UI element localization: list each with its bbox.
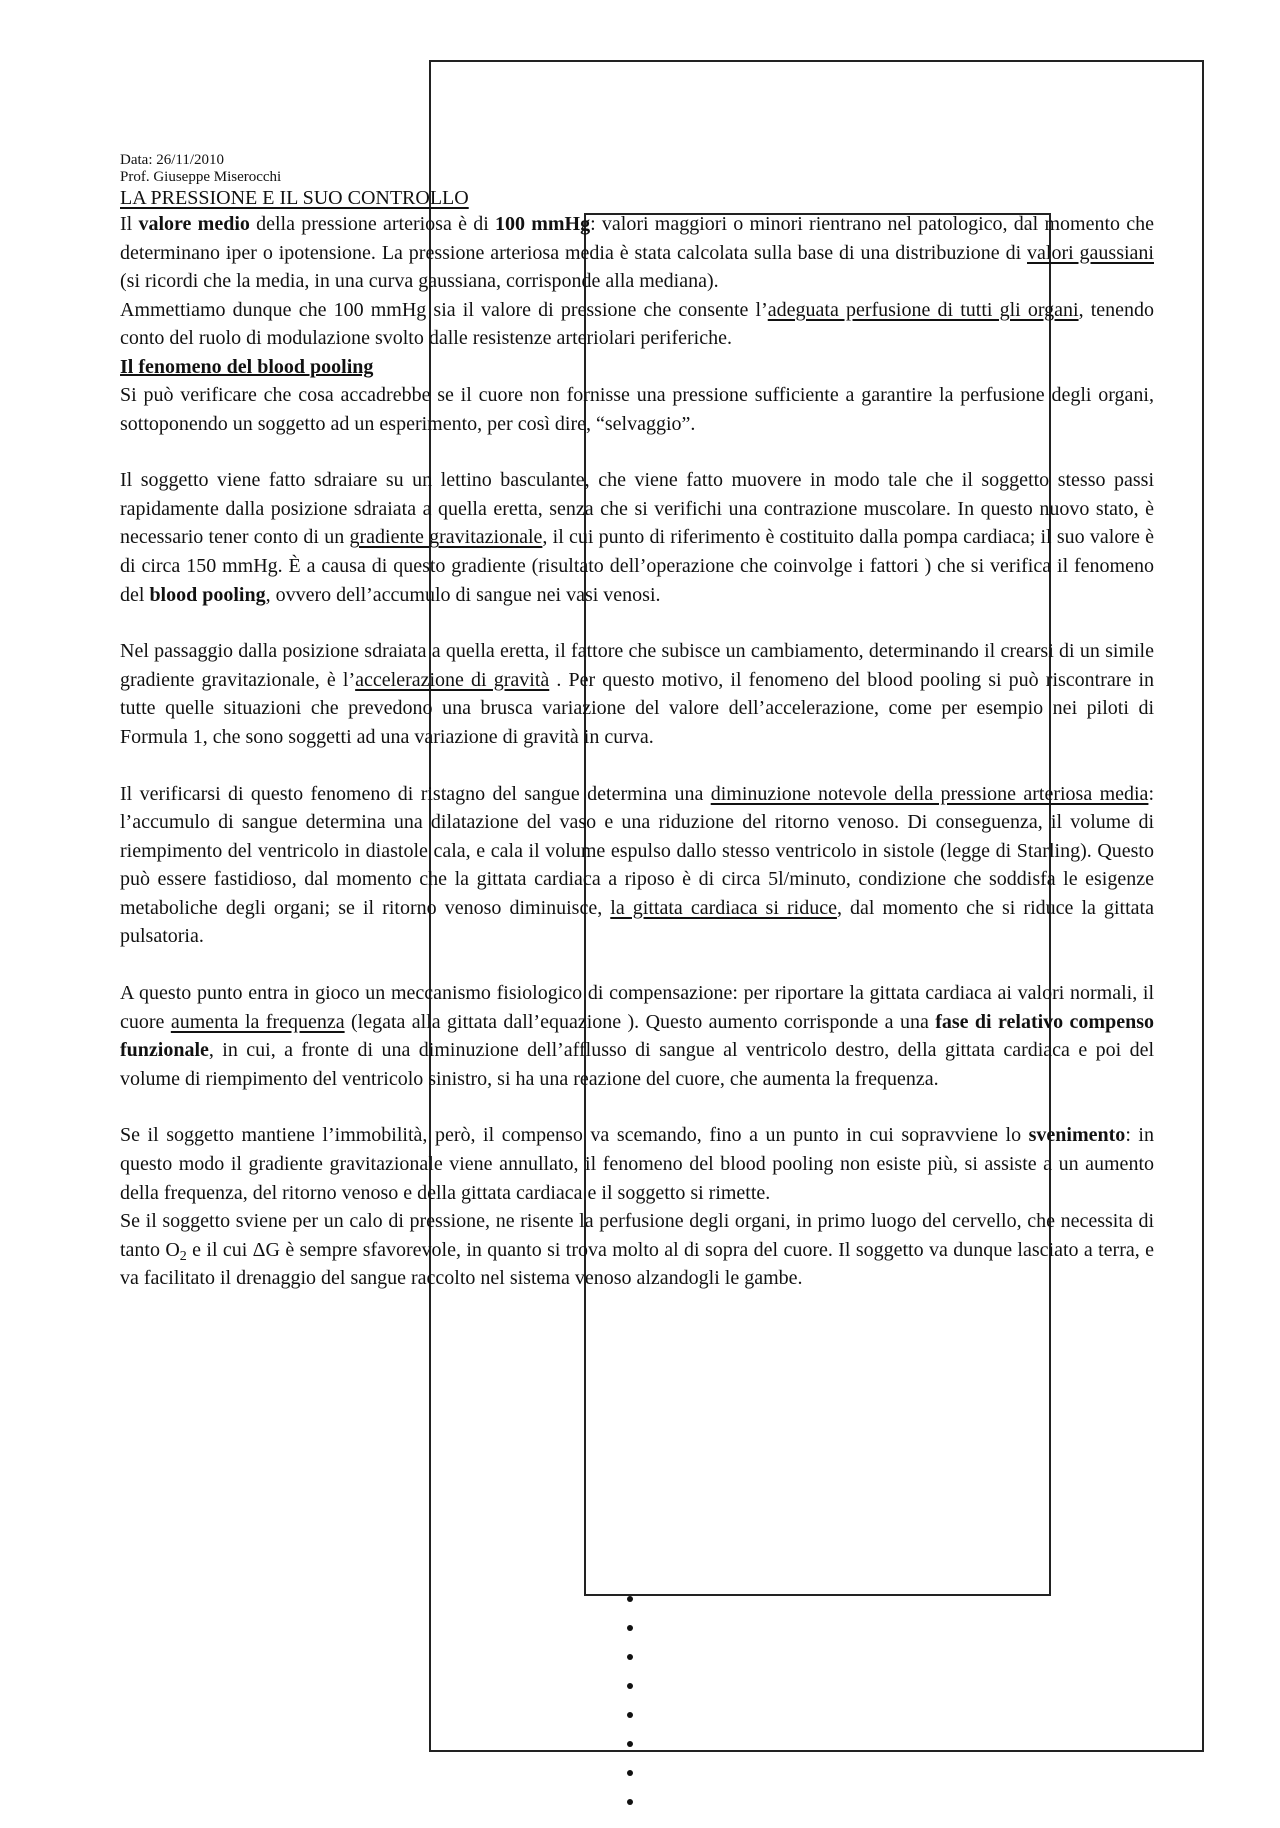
document-title: LA PRESSIONE E IL SUO CONTROLLO [120, 187, 469, 209]
bullet-dot [627, 1683, 633, 1689]
bullet-dot [627, 1770, 633, 1776]
paragraph-2: Ammettiamo dunque che 100 mmHg sia il valore di pressione che consente l’adeguata perfusione di tutti gli organi, tenendo conto del ruolo di modulazione svolto dalle resistenze arteriolari periferiche. [120, 298, 1155, 350]
bullet-dot [627, 1741, 633, 1747]
bullet-dots [625, 1596, 635, 1828]
paragraph-5: Nel passaggio dalla posizione sdraiata a quella eretta, il fattore che subisce un cambiamento, determinando il crearsi di un simile gradiente gravitazionale, è l’accelerazione di gravità . Per questo motivo, il fenomeno del blood pooling si può riscontrare in tutte quelle situazioni che prevedono una brusca variazione del valore dell’accelerazione, come per esempio nei piloti di Formula 1, che sono soggetti ad una variazione di gravità in curva. [120, 640, 1154, 748]
paragraph-9: Se il soggetto sviene per un calo di pressione, ne risente la perfusione degli organi, in primo luogo del cervello, che necessita di tanto $O_2$ e il cui ΔG è sempre sfavorevole, in quanto si trova molto al di sopra del cuore. Il soggetto va dunque lasciato a terra, e va facilitato il drenaggio del sangue raccolto nel sistema venoso alzandogli le gambe. [120, 1210, 1154, 1290]
bullet-dot [627, 1625, 633, 1631]
document-author: Prof. Giuseppe Miserocchi [120, 169, 282, 185]
paragraph-4: Il soggetto viene fatto sdraiare su un lettino basculante, che viene fatto muovere in modo tale che il soggetto stesso passi rapidamente dalla posizione sdraiata a quella eretta, senza che si verifichi una contrazione muscolare. In questo nuovo stato, è necessario tener conto di un gradiente gravitazionale, il cui punto di riferimento è costituito dalla pompa cardiaca; il suo valore è di circa 150 mmHg. È a causa di questo gradiente (risultato dell’operazione che coinvolge i fattori ) che si verifica il fenomeno del blood pooling, ovvero dell’accumulo di sangue nei vasi venosi. [120, 469, 1154, 606]
document-date: Data: 26/11/2010 [120, 152, 225, 168]
bullet-dot [627, 1799, 633, 1805]
section-heading: Il fenomeno del blood pooling [120, 355, 374, 378]
paragraph-7: A questo punto entra in gioco un meccanismo fisiologico di compensazione: per riportare la gittata cardiaca ai valori normali, il cuore aumenta la frequenza (legata alla gittata dall’equazione ). Questo aumento corrisponde a una fase di relativo compenso funzionale, in cui, a fronte di una diminuzione dell’afflusso di sangue al ventricolo destro, della gittata cardiaca e poi del volume di riempimento del ventricolo sinistro, si ha una reazione del cuore, che aumenta la frequenza. [120, 982, 1154, 1090]
document-body [120, 152, 1154, 1293]
bullet-dot [627, 1654, 633, 1660]
paragraph-8: Se il soggetto mantiene l’immobilità, però, il compenso va scemando, fino a un punto in cui sopravviene lo svenimento: in questo modo il gradiente gravitazionale viene annullato, il fenomeno del blood pooling non esiste più, si assiste a un aumento della frequenza, del ritorno venoso e della gittata cardiaca e il soggetto si rimette. [120, 1124, 1154, 1204]
paragraph-3: Si può verificare che cosa accadrebbe se il cuore non fornisse una pressione sufficiente a garantire la perfusione degli organi, sottoponendo un soggetto ad un esperimento, per così dire, “selvaggio”. [120, 383, 1154, 435]
bullet-dot [627, 1712, 633, 1718]
paragraph-1: Il valore medio della pressione arteriosa è di 100 mmHg: valori maggiori o minori rientrano nel patologico, dal momento che determinano iper o ipotensione. La pressione arteriosa media è stata calcolata sulla base di una distribuzione di valori gaussiani (si ricordi che la media, in una curva gaussiana, corrisponde alla mediana). [120, 213, 1155, 293]
paragraph-6: Il verificarsi di questo fenomeno di ristagno del sangue determina una diminuzione notevole della pressione arteriosa media: l’accumulo di sangue determina una dilatazione del vaso e una riduzione del ritorno venoso. Di conseguenza, il volume di riempimento del ventricolo in diastole cala, e cala il volume espulso dallo stesso ventricolo in sistole (legge di Starling). Questo può essere fastidioso, dal momento che la gittata cardiaca a riposo è di circa 5l/minuto, condizione che soddisfa le esigenze metaboliche degli organi; se il ritorno venoso diminuisce, la gittata cardiaca si riduce, dal momento che si riduce la gittata pulsatoria. [120, 782, 1154, 948]
bullet-dot [627, 1596, 633, 1602]
